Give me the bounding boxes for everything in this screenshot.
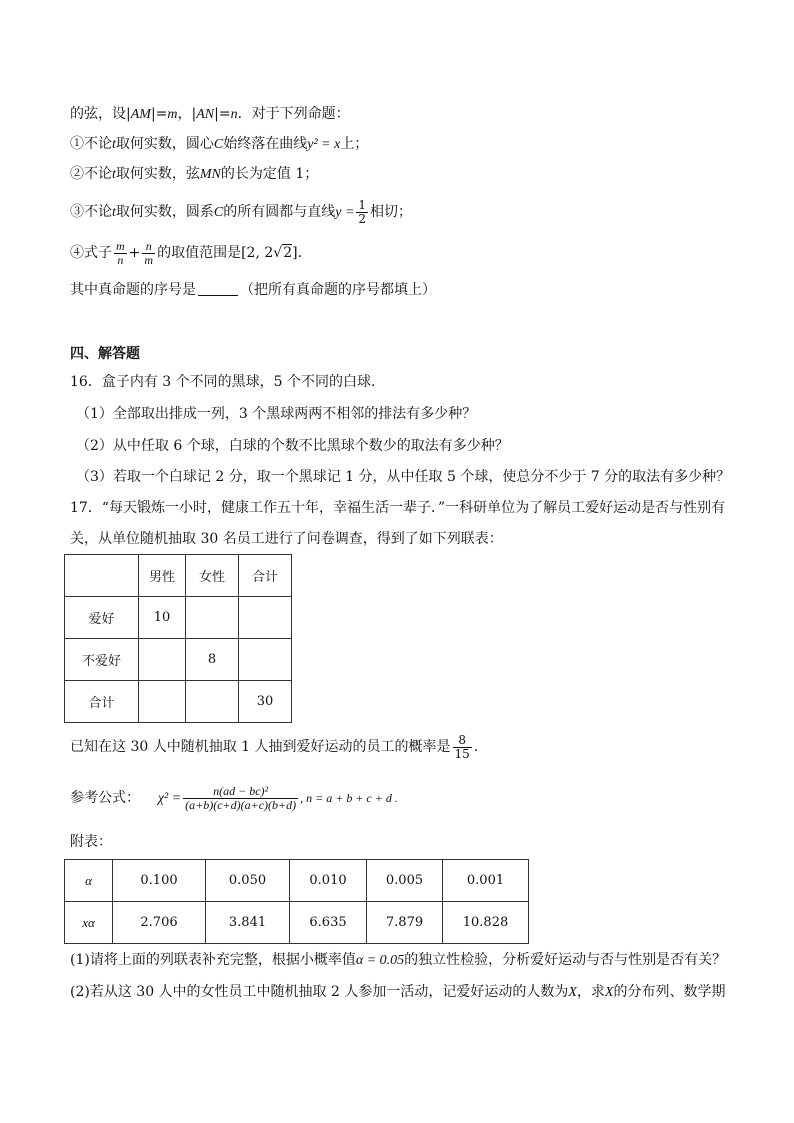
table-cell: [186, 681, 239, 723]
text: .: [473, 739, 479, 755]
question-17-part-1: [70, 950, 726, 971]
math-var: X: [604, 985, 614, 1000]
math-var: m: [167, 107, 178, 122]
text: 取何实数，弦: [115, 166, 200, 182]
text: 已知在这 30 人中随机抽取 1 人抽到爱好运动的员工的概率是: [70, 739, 451, 755]
question-16-part-3: （3）若取一个白球记 2 分，取一个黑球记 1 分，从中任取 5 个球，使总分不少于 7 分的取法有多少种？: [76, 469, 731, 485]
text: ，|: [177, 106, 197, 122]
table-cell: 7.879: [367, 902, 443, 944]
math-expr: , n = a + b + c + d .: [300, 791, 398, 805]
table-cell: 3.841: [206, 902, 290, 944]
text: |=: [150, 106, 168, 122]
table-row: [65, 597, 292, 639]
table-cell: 0.100: [113, 860, 206, 902]
math-expr: y =: [335, 205, 355, 220]
fraction: [114, 240, 127, 267]
table-cell: 30: [239, 681, 292, 723]
text: ]．: [292, 245, 312, 261]
table-cell: 10: [139, 597, 186, 639]
sqrt-sign: √: [273, 245, 283, 261]
denominator: 15: [454, 746, 470, 761]
fraction: [183, 785, 298, 812]
table-row: [65, 902, 529, 944]
text: 的取值范围是[2, 2: [157, 245, 274, 261]
math-var: C: [213, 137, 224, 152]
probability-line: [70, 732, 478, 762]
math-var: t: [112, 137, 116, 152]
table-cell: 6.635: [290, 902, 367, 944]
table-cell: 爱好: [65, 597, 139, 639]
text: +: [128, 245, 141, 261]
text: （把所有真命题的序号都填上）: [240, 282, 436, 298]
numerator: m: [116, 238, 125, 253]
text: 的分布列、数学期: [613, 984, 726, 1000]
table-cell: 不爱好: [65, 639, 139, 681]
question-16-part-2: （2）从中任取 6 个球，白球的个数不比黑球个数少的取法有多少种？: [76, 438, 509, 454]
text: ②不论: [70, 166, 112, 182]
table-cell: [139, 639, 186, 681]
table-cell: [186, 597, 239, 639]
math-var: X: [568, 985, 577, 1000]
denominator: n: [117, 252, 124, 267]
numerator: 8: [453, 734, 472, 748]
table-cell: 男性: [139, 555, 186, 597]
table-row: [65, 555, 292, 597]
table-cell: [65, 555, 139, 597]
text: ④式子: [70, 245, 112, 261]
answer-blank[interactable]: [198, 281, 238, 296]
proposition-1: [70, 134, 368, 155]
table-cell: 女性: [186, 555, 239, 597]
critical-value-table: [64, 859, 529, 944]
math-var: t: [112, 167, 116, 182]
table-cell: 0.005: [367, 860, 443, 902]
text: 的独立性检验，分析爱好运动与否与性别是否有关？: [404, 952, 727, 968]
fill-in-question: [70, 280, 436, 300]
table-cell: 0.001: [443, 860, 529, 902]
text: ①不论: [70, 136, 112, 152]
table-cell: α: [65, 860, 113, 902]
table-cell: [239, 639, 292, 681]
contingency-table: [64, 554, 292, 723]
text: 的弦，设|: [70, 106, 131, 122]
text: 相切；: [370, 204, 413, 220]
math-var: AM: [130, 107, 151, 122]
table-row: [65, 860, 529, 902]
radicand: 2: [283, 245, 293, 261]
text: 的所有圆都与直线: [223, 204, 336, 220]
math-var: MN: [199, 167, 221, 182]
table-cell: [239, 597, 292, 639]
question-17-line-2: 关，从单位随机抽取 30 名员工进行了问卷调查，得到了如下列联表：: [70, 531, 503, 547]
numerator: n: [142, 240, 155, 254]
denominator: (a+b)(c+d)(a+c)(b+d): [185, 797, 297, 812]
table-cell: xα: [65, 902, 113, 944]
question-17-part-2: [70, 982, 725, 1003]
proposition-4: [70, 238, 312, 268]
text: 其中真命题的序号是: [70, 282, 196, 298]
proposition-2: [70, 164, 318, 185]
section-heading: 四、解答题: [70, 346, 140, 362]
text: ，求: [576, 984, 605, 1000]
math-expr: α = 0.05: [355, 953, 405, 968]
numerator: n(ad − bc)²: [183, 785, 298, 799]
text: ．对于下列命题：: [237, 106, 350, 122]
math-var: n: [230, 107, 238, 122]
text: 取何实数，圆系: [115, 204, 214, 220]
table-cell: 0.050: [206, 860, 290, 902]
text: 始终落在曲线: [223, 136, 308, 152]
text: (2)若从这 30 人中的女性员工中随机抽取 2 人参加一活动，记爱好运动的人数为: [70, 984, 569, 1000]
text: 参考公式：: [70, 790, 140, 806]
numerator: 1: [358, 197, 367, 212]
denominator: m: [144, 252, 154, 267]
text: ③不论: [70, 204, 112, 220]
question-16-part-1: （1）全部取出排成一列，3 个黑球两两不相邻的排法有多少种？: [76, 406, 477, 422]
math-expr: χ² =: [157, 791, 182, 806]
table-cell: 合计: [65, 681, 139, 723]
text: 的长为定值 1；: [220, 166, 319, 182]
table-cell: [139, 681, 186, 723]
table-cell: 2.706: [113, 902, 206, 944]
text: 取何实数，圆心: [115, 136, 214, 152]
table-cell: 合计: [239, 555, 292, 597]
reference-formula: [70, 781, 398, 816]
table-row: [65, 681, 292, 723]
table-row: [65, 639, 292, 681]
text: (1)请将上面的列联表补充完整，根据小概率值: [70, 952, 356, 968]
table-cell: 8: [186, 639, 239, 681]
question-16: 16．盒子内有 3 个不同的黑球，5 个不同的白球.: [70, 374, 376, 390]
table-cell: 10.828: [443, 902, 529, 944]
table-cell: 0.010: [290, 860, 367, 902]
math-var: C: [213, 205, 224, 220]
fraction: [453, 734, 472, 761]
math-var: t: [112, 205, 116, 220]
appendix-label: 附表：: [70, 834, 112, 850]
text: 上；: [340, 136, 369, 152]
text-line: [70, 104, 350, 125]
text: |=: [214, 106, 231, 122]
fraction: [356, 199, 368, 226]
math-var: AN: [196, 107, 215, 122]
fraction: [142, 240, 155, 267]
math-expr: y² = x: [307, 137, 341, 152]
denominator: 2: [358, 211, 367, 226]
question-17-line-1: 17．“每天锻炼一小时，健康工作五十年，幸福生活一辈子．”一科研单位为了解员工爱好运动是否与性别有: [70, 500, 726, 516]
proposition-3: [70, 197, 412, 228]
